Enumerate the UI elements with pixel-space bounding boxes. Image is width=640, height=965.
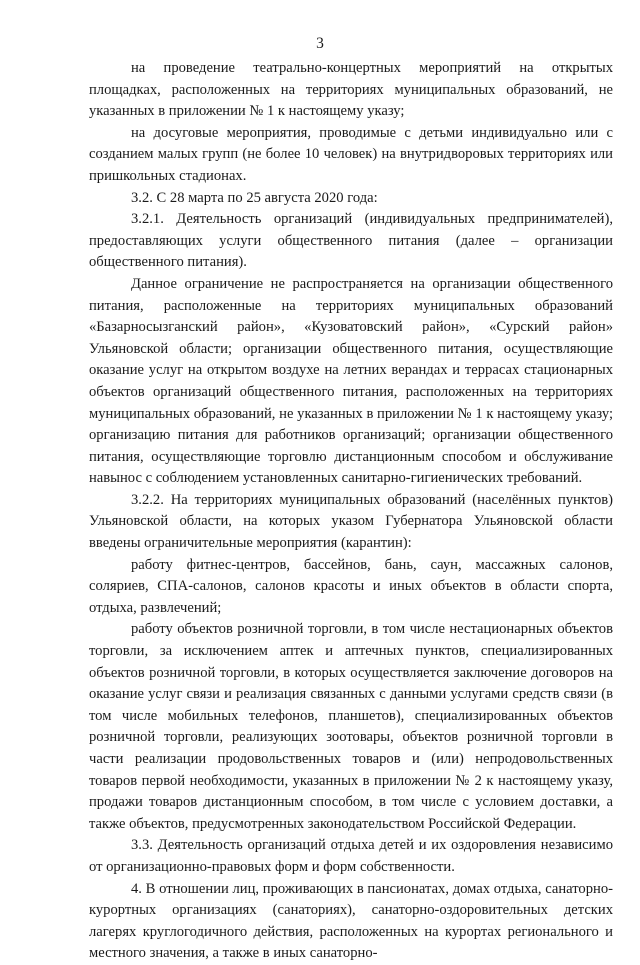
paragraph-retail-restriction: работу объектов розничной торговли, в том числе нестационарных объектов торговли, за исключением аптек и аптечных пунктов, специализированных объектов розничной торговли, в которых осуществляется заключение договоров на оказание услуг связи и реализация связанных с данными услугами средств связи (в том числе мобильных телефонов, планшетов), специализированных объектов розничной торговли, реализующих зоотовары, объектов розничной торговли в части реализации продовольственных товаров и (или) непродовольственных товаров первой необходимости, указанных в приложении № 2 к настоящему указу, продажи товаров дистанционным способом, в том числе с условием доставки, а также объектов, предусмотренных законодательством Российской Федерации.	[89, 621, 613, 832]
paragraph-leisure-events: на досуговые мероприятия, проводимые с детьми индивидуально или с созданием малых групп (не более 10 человек) на внутридворовых территориях или пришкольных стадионах.	[89, 124, 613, 184]
paragraph-theatre-events: на проведение театрально-концертных мероприятий на открытых площадках, расположенных на территориях муниципальных образований, не указанных в приложении № 1 к настоящему указу;	[89, 60, 613, 120]
paragraph-section-3-2-2: 3.2.2. На территориях муниципальных образований (населённых пунктов) Ульяновской области, на которых указом Губернатора Ульяновской области введены ограничительные мероприятия (карантин):	[89, 491, 613, 552]
paragraph-fitness-restriction: работу фитнес-центров, бассейнов, бань, саун, массажных салонов, соляриев, СПА-салонов, салонов красоты и иных объектов в области спорта, отдыха, развлечений;	[89, 556, 613, 616]
document-body	[89, 58, 613, 965]
paragraph-section-3-2: 3.2. С 28 марта по 25 августа 2020 года:	[131, 189, 378, 206]
paragraph-catering-exception: Данное ограничение не распространяется на организации общественного питания, расположенные на территориях муниципальных образований «Базарносызганский район», «Кузоватовский район», «Сурский район» Ульяновской области; организации общественного питания, осуществляющие оказание услуг на открытом воздухе на летних верандах и террасах стационарных объектов организаций общественного питания, расположенных на территориях муниципальных образований, не указанных в приложении № 1 к настоящему указу; организацию питания для работников организаций; организации общественного питания, осуществляющие торговлю дистанционным способом и обслуживание навынос с соблюдением установленных санитарно-гигиенических требований.	[89, 275, 613, 487]
paragraph-section-4: 4. В отношении лиц, проживающих в пансионатах, домах отдыха, санаторно-курортных организациях (санаториях), санаторно-оздоровительных детских лагерях круглогодичного действия, расположенных на курортах регионального и местного значения, а также в иных санаторно-	[89, 880, 613, 962]
paragraph-section-3-3: 3.3. Деятельность организаций отдыха детей и их оздоровления независимо от организационно-правовых форм и форм собственности.	[89, 837, 613, 875]
page-number: 3	[316, 35, 324, 52]
paragraph-section-3-2-1: 3.2.1. Деятельность организаций (индивидуальных предпринимателей), предоставляющих услуги общественного питания (далее – организации общественного питания).	[89, 211, 613, 271]
